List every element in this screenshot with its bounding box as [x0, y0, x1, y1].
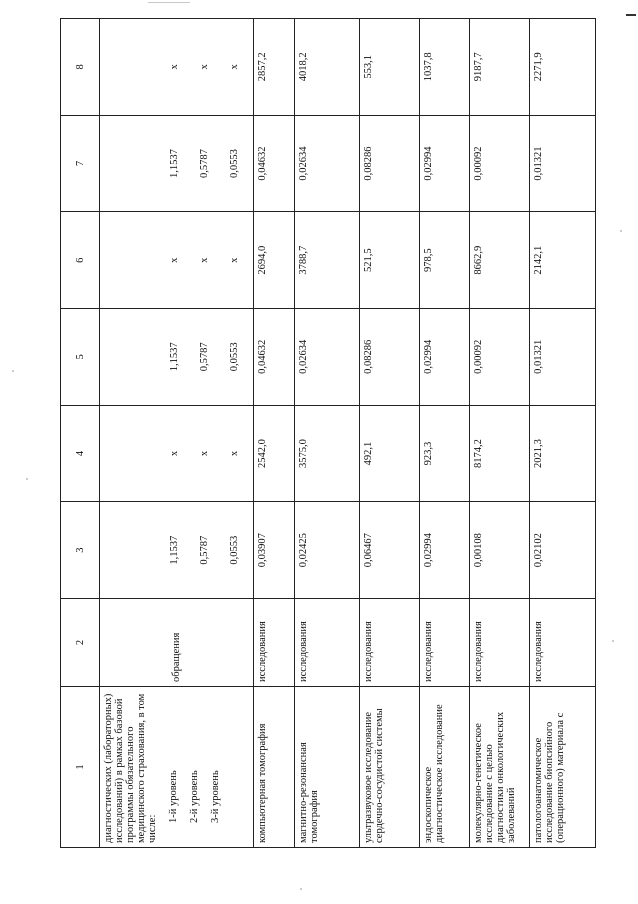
value-cell [100, 502, 254, 599]
unit-cell: исследования [254, 599, 295, 687]
value-cell: 0,08286 [360, 309, 420, 406]
value-cell: 3575,0 [294, 405, 359, 502]
value: 0,5787 [199, 342, 210, 372]
intro-label: диагностических (лабораторных) исследований) в рамках базовой программы обязательного медицинского страхования, в том числе: [103, 693, 158, 843]
col-header: 1 [61, 687, 100, 848]
row-label: патологоанатомическое исследование биопсийного (операционного) материала с [530, 687, 596, 848]
value-cell: 0,06467 [360, 502, 420, 599]
value-cell: 553,1 [360, 19, 420, 116]
value: 0,5787 [199, 535, 210, 565]
value-cell: 2857,2 [254, 19, 295, 116]
value: x [169, 257, 180, 263]
value-cell: 0,01321 [530, 309, 596, 406]
value-cell: 0,02102 [530, 502, 596, 599]
col-header: 3 [61, 502, 100, 599]
table-row [100, 19, 254, 848]
value-cell: 0,02994 [420, 115, 470, 212]
unit-cell: исследования [360, 599, 420, 687]
table-row [254, 19, 295, 848]
table-row [294, 19, 359, 848]
value-cell: 0,00092 [470, 115, 530, 212]
value: x [229, 257, 240, 263]
value-cell: 2271,9 [530, 19, 596, 116]
value-cell: 0,03907 [254, 502, 295, 599]
scan-speck [26, 478, 28, 480]
row-label: эндоскопическое диагностическое исследование [420, 687, 470, 848]
value-cell: 1037,8 [420, 19, 470, 116]
value-cell: 2021,3 [530, 405, 596, 502]
value-cell: 2694,0 [254, 212, 295, 309]
value-cell: 0,01321 [530, 115, 596, 212]
unit-label: обращения [171, 632, 182, 682]
scan-speck [300, 888, 302, 890]
value: 0,0553 [229, 149, 240, 178]
value-cell [100, 212, 254, 309]
table-row [420, 19, 470, 848]
value-cell: 0,02634 [294, 309, 359, 406]
unit-cell: исследования [470, 599, 530, 687]
tariff-table [60, 18, 596, 848]
value: x [169, 64, 180, 70]
scan-speck [612, 640, 614, 642]
col-header: 7 [61, 115, 100, 212]
value-cell [100, 309, 254, 406]
value-cell: 0,08286 [360, 115, 420, 212]
rotated-table-container [60, 18, 596, 848]
row-label [100, 687, 254, 848]
value: x [229, 64, 240, 70]
scan-mark [148, 2, 190, 3]
scan-speck [12, 370, 14, 372]
row-label: компьютерная томография [254, 687, 295, 848]
value: 1,1537 [169, 535, 180, 565]
value-cell: 978,5 [420, 212, 470, 309]
value: x [169, 450, 180, 457]
table-row [360, 19, 420, 848]
value-cell: 8174,2 [470, 405, 530, 502]
value-cell [100, 19, 254, 116]
value-cell [100, 115, 254, 212]
value-cell: 0,02634 [294, 115, 359, 212]
value: 0,0553 [229, 342, 240, 372]
value-cell: 2542,0 [254, 405, 295, 502]
value-cell: 0,00108 [470, 502, 530, 599]
scan-mark [626, 14, 636, 16]
value: 0,0553 [229, 535, 240, 565]
value-cell: 3788,7 [294, 212, 359, 309]
value: 1,1537 [169, 149, 180, 178]
col-header: 5 [61, 309, 100, 406]
value-cell: 923,3 [420, 405, 470, 502]
level-label: 3-й уровень [210, 770, 221, 823]
row-label: ультразвуковое исследование сердечно-сосудистой системы [360, 687, 420, 848]
table-row [470, 19, 530, 848]
value: x [199, 64, 210, 70]
value: 1,1537 [169, 342, 180, 372]
table-row [530, 19, 596, 848]
col-header: 4 [61, 405, 100, 502]
value: x [199, 450, 210, 457]
value-cell: 9187,7 [470, 19, 530, 116]
value-cell: 492,1 [360, 405, 420, 502]
value-cell: 2142,1 [530, 212, 596, 309]
col-header: 6 [61, 212, 100, 309]
unit-cell: исследования [294, 599, 359, 687]
value-cell: 0,00092 [470, 309, 530, 406]
value: 0,5787 [199, 149, 210, 178]
table-header-row [61, 19, 100, 848]
unit-cell: исследования [530, 599, 596, 687]
value-cell: 0,02994 [420, 502, 470, 599]
value-cell: 8662,9 [470, 212, 530, 309]
col-header: 8 [61, 19, 100, 116]
row-label: магнитно-резонансная томография [294, 687, 359, 848]
level-label: 2-й уровень [189, 770, 200, 823]
value-cell [100, 405, 254, 502]
value-cell: 521,5 [360, 212, 420, 309]
unit-cell: исследования [420, 599, 470, 687]
value-cell: 0,04632 [254, 309, 295, 406]
value-cell: 0,02994 [420, 309, 470, 406]
value: x [199, 257, 210, 263]
scan-speck [620, 230, 622, 232]
col-header: 2 [61, 599, 100, 687]
row-label: молекулярно-генетическое исследование с целью диагностики онкологических заболеваний [470, 687, 530, 848]
value-cell: 0,04632 [254, 115, 295, 212]
value: x [229, 450, 240, 457]
value-cell: 4018,2 [294, 19, 359, 116]
level-label: 1-й уровень [168, 770, 179, 823]
value-cell: 0,02425 [294, 502, 359, 599]
unit-cell [100, 599, 254, 687]
